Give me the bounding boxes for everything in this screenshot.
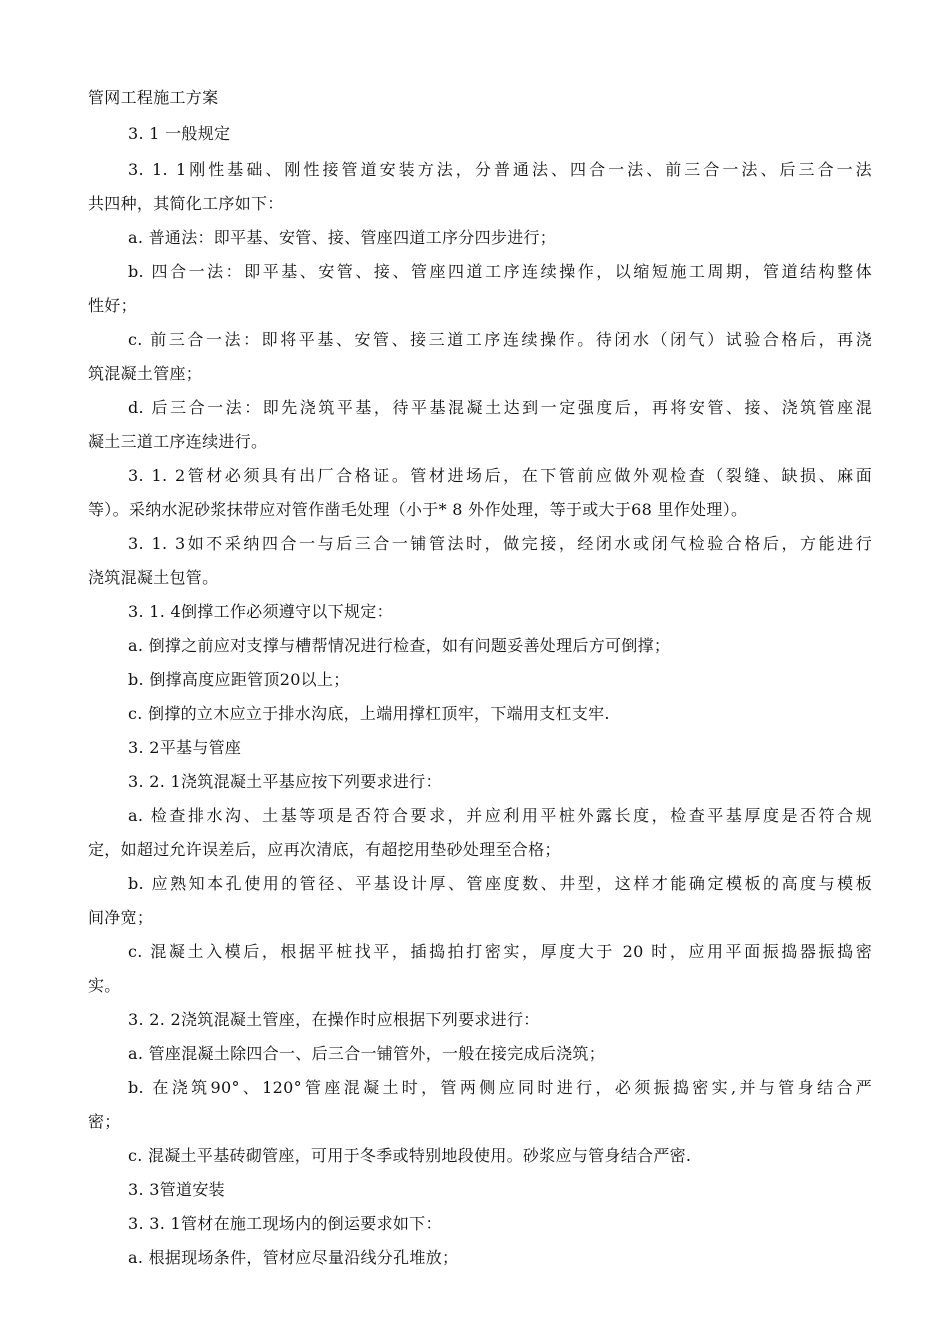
list-item-b-pipe-seat-line-1: b. 在浇筑90°、120°管座混凝土时，管两侧应同时进行，必须振捣密实,并与管身结合严 [128, 1078, 872, 1097]
list-item-a-foundation-line-1: a. 检查排水沟、土基等项是否符合要求，并应利用平桩外露长度，检查平基厚度是否符合规 [128, 806, 872, 825]
paragraph-3-1-3-line-2: 浇筑混凝土包管。 [88, 568, 219, 587]
paragraph-3-2-1: 3. 2. 1浇筑混凝土平基应按下列要求进行： [128, 772, 442, 791]
paragraph-3-1-4: 3. 1. 4倒撑工作必须遵守以下规定： [128, 602, 393, 621]
paragraph-3-1-1-line-1: 3. 1. 1刚性基础、刚性接管道安装方法，分普通法、四合一法、前三合一法、后三合一法 [128, 160, 872, 179]
list-item-a-pipe-seat: a. 管座混凝土除四合一、后三合一铺管外，一般在接完成后浇筑； [128, 1044, 606, 1063]
list-item-d-line-1: d. 后三合一法：即先浇筑平基，待平基混凝土达到一定强度后，再将安管、接、浇筑管座混 [128, 398, 872, 417]
list-item-b-line-1: b. 四合一法：即平基、安管、接、管座四道工序连续操作，以缩短施工周期，管道结构整体 [128, 262, 872, 281]
list-item-c-line-2: 筑混凝土管座； [88, 364, 203, 383]
list-item-c-line-1: c. 前三合一法：即将平基、安管、接三道工序连续操作。待闭水（闭气）试验合格后，再浇 [128, 330, 872, 349]
list-item-c-pipe-seat: c. 混凝土平基砖砌管座，可用于冬季或特别地段使用。砂浆应与管身结合严密. [128, 1146, 692, 1165]
paragraph-3-3-1: 3. 3. 1管材在施工现场内的倒运要求如下： [128, 1214, 442, 1233]
list-item-b-foundation-line-1: b. 应熟知本孔使用的管径、平基设计厚、管座度数、井型，这样才能确定模板的高度与模板 [128, 874, 872, 893]
paragraph-3-1-2-line-1: 3. 1. 2管材必须具有出厂合格证。管材进场后，在下管前应做外观检查（裂缝、缺损、麻面 [128, 466, 872, 485]
list-item-c-foundation-line-1: c. 混凝土入模后，根据平桩找平，插捣拍打密实，厚度大于 20 时，应用平面振捣器振捣密 [128, 942, 872, 961]
list-item-b-brace: b. 倒撑高度应距管顶20以上； [128, 670, 350, 689]
section-heading-3-2: 3. 2平基与管座 [128, 738, 242, 757]
list-item-b-line-2: 性好； [88, 296, 137, 315]
section-heading-3-3: 3. 3管道安装 [128, 1180, 225, 1199]
paragraph-3-2-2: 3. 2. 2浇筑混凝土管座，在操作时应根据下列要求进行： [128, 1010, 540, 1029]
list-item-c-brace: c. 倒撑的立木应立于排水沟底，上端用撑杠顶牢，下端用支杠支牢. [128, 704, 610, 723]
section-heading-3-1: 3. 1 一般规定 [128, 124, 231, 143]
list-item-b-pipe-seat-line-2: 密； [88, 1112, 121, 1131]
list-item-b-foundation-line-2: 间净宽； [88, 908, 154, 927]
list-item-a-foundation-line-2: 定，如超过允许误差后，应再次清底，有超挖用垫砂处理至合格； [88, 840, 561, 859]
paragraph-3-1-1-line-2: 共四种，其简化工序如下： [88, 194, 284, 213]
paragraph-3-1-2-line-2: 等）。采纳水泥砂浆抹带应对管作凿毛处理（小于* 8 外作处理，等于或大于68 里作处理）。 [88, 500, 748, 519]
paragraph-3-1-3-line-1: 3. 1. 3如不采纳四合一与后三合一铺管法时，做完接，经闭水或闭气检验合格后，方能进行 [128, 534, 872, 553]
list-item-a-brace: a. 倒撑之前应对支撑与槽帮情况进行检查，如有问题妥善处理后方可倒撑； [128, 636, 671, 655]
list-item-a-pipe-transport: a. 根据现场条件，管材应尽量沿线分孔堆放； [128, 1248, 459, 1267]
list-item-c-foundation-line-2: 实。 [88, 976, 121, 995]
list-item-d-line-2: 凝土三道工序连续进行。 [88, 432, 268, 451]
list-item-a-line-1: a. 普通法：即平基、安管、接、管座四道工序分四步进行； [128, 228, 557, 247]
document-title: 管网工程施工方案 [88, 88, 219, 107]
